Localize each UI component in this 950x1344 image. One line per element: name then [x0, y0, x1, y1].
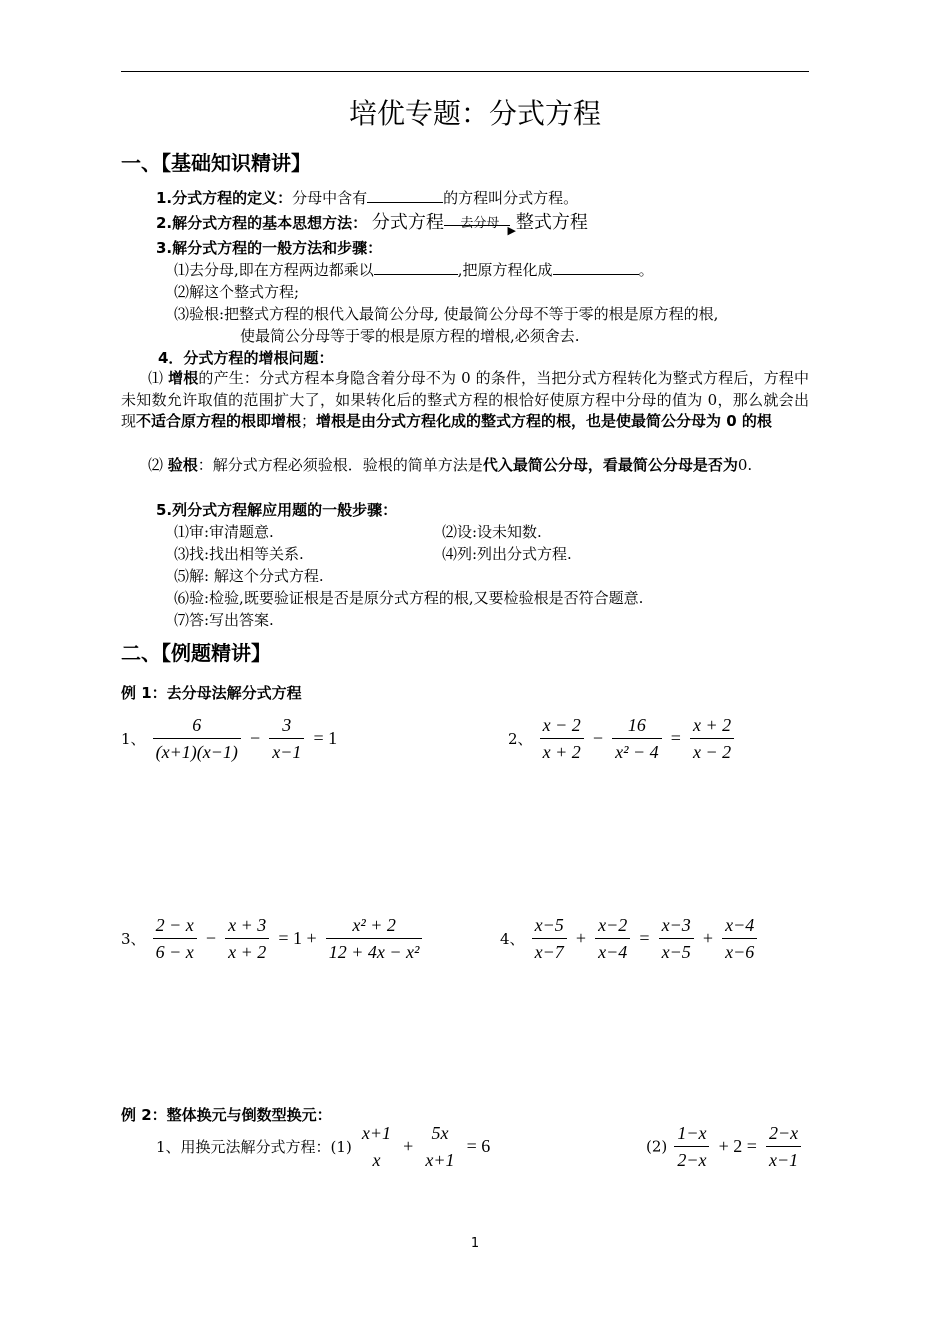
operator: = 6 — [466, 1136, 491, 1156]
fraction: $\frac{x-4}{x-6}$ — [722, 912, 757, 965]
fraction: $\frac{2-x}{x-1}$ — [766, 1120, 801, 1173]
item5-step7: ⑺答:写出答案. — [174, 611, 274, 629]
equation-2-1 — [156, 1120, 492, 1173]
example2-heading: 例 2：整体换元与倒数型换元： — [121, 1106, 332, 1124]
step1-text-a: ⑴去分母,即在方程两边都乘以 — [174, 261, 374, 279]
p2-bold1: 验根 — [167, 456, 198, 474]
header-rule — [121, 71, 809, 72]
operator: + — [702, 928, 713, 948]
equation-1-4 — [500, 912, 759, 965]
item5-step4: ⑷列:列出分式方程. — [442, 545, 572, 563]
step1-blank-2 — [553, 260, 639, 275]
fraction: $\frac{x-2}{x-4}$ — [595, 912, 630, 965]
example1-heading: 例 1：去分母法解分式方程 — [121, 684, 302, 702]
operator: − — [592, 728, 604, 748]
page-number: 1 — [470, 1236, 480, 1251]
p1-bold3: 增根是由分式方程化成的整式方程的根，也是使最简公分母为 0 的根 — [316, 412, 772, 430]
arrow-icon: 去分母 ▶ — [444, 217, 516, 231]
p1-num: ⑴ — [148, 369, 169, 387]
item1-label: 1.分式方程的定义： — [156, 189, 293, 207]
operator: + — [403, 1136, 414, 1156]
operator: − — [249, 728, 261, 748]
item2-to: 整式方程 — [515, 212, 588, 233]
operator: = — [670, 728, 681, 748]
item5-step2: ⑵设:设未知数. — [442, 523, 542, 541]
operator: − — [205, 928, 217, 948]
fraction: $\frac{x + 2}{x - 2}$ — [690, 712, 734, 765]
fraction: $\frac{\text{x² + 2}}{\text{12 + 4x − x²}}$ — [326, 912, 423, 965]
p2-text1: ：解分式方程必须验根．验根的简单方法是 — [197, 456, 483, 474]
p2-text2: 0. — [737, 456, 753, 474]
item1-blank — [367, 188, 443, 203]
item5-step3: ⑶找:找出相等关系. — [174, 545, 304, 563]
p1-text1: 的产生：分式方程本身隐含着分母不为 0 的条件，当把分式方程转化为整式方程后，方程中未知数允许取值的范围扩大了，如果转化后的整式方程的根恰好使原方程中分母的值为 0，那么就会出现 — [121, 369, 809, 430]
fraction: x+1 x — [361, 1123, 392, 1170]
p2-bold2: 代入最简公分母，看最简公分母是否为 — [482, 456, 738, 474]
fraction: $\frac{6}{(x+1)(x-1)}$ — [153, 712, 241, 765]
item1 — [156, 188, 578, 209]
equation-1-3 — [121, 912, 424, 965]
operator: = 1 — [313, 728, 338, 748]
item3-step3-line2: 使最简公分母等于零的根是原方程的增根,必须舍去. — [240, 327, 580, 345]
operator: + — [575, 928, 587, 948]
item4-paragraph2 — [121, 455, 809, 477]
fraction: $\frac{2 - x}{6 - x}$ — [153, 912, 197, 965]
item5-label: 5.列分式方程解应用题的一般步骤： — [156, 501, 398, 519]
step1-text-c: 。 — [638, 261, 654, 279]
fraction: $\frac{x + 3}{x + 2}$ — [225, 912, 269, 965]
section2-heading: 二、【例题精讲】 — [121, 641, 271, 665]
operator: = 1 + — [278, 928, 317, 948]
item1-text-a: 分母中含有 — [292, 189, 368, 207]
item5-step1: ⑴审:审清题意. — [174, 523, 274, 541]
ex2-q1-label: 1、用换元法解分式方程：(1) — [156, 1138, 352, 1156]
section1-heading: 一、【基础知识精讲】 — [121, 151, 311, 175]
item5-step6: ⑹验:检验,既要验证根是否是原分式方程的根,又要检验根是否符合题意. — [174, 589, 644, 607]
item3-step3-line1: ⑶验根:把整式方程的根代入最简公分母, 使最简公分母不等于零的根是原方程的根, — [174, 305, 719, 323]
equation-1-1 — [121, 712, 339, 765]
p1-bold1: 增根 — [168, 369, 199, 387]
fraction: $\frac{16}{\text{x² − 4}}$ — [612, 712, 662, 765]
eq4-label: 4、 — [500, 930, 525, 948]
equation-2-2 — [646, 1120, 803, 1173]
p1-text2: ； — [301, 412, 317, 430]
eq3-label: 3、 — [121, 930, 146, 948]
ex2-q2-label: (2) — [646, 1137, 668, 1156]
item3-step2: ⑵解这个整式方程; — [174, 283, 300, 301]
item4-label: 4．分式方程的增根问题： — [158, 349, 334, 367]
equation-1-2 — [508, 712, 736, 765]
item1-text-b: 的方程叫分式方程。 — [443, 189, 579, 207]
item4-paragraph1 — [121, 368, 809, 433]
item5-step5: ⑸解: 解这个分式方程. — [174, 567, 324, 585]
item2-arrow-label: 去分母 — [460, 216, 500, 231]
fraction: $\frac{x-3}{x-5}$ — [659, 912, 694, 965]
eq2-label: 2、 — [508, 730, 533, 748]
item3-step1 — [174, 260, 654, 281]
fraction: $\frac{x-5}{x-7}$ — [532, 912, 567, 965]
eq1-label: 1、 — [121, 730, 146, 748]
item3-label: 3.解分式方程的一般方法和步骤： — [156, 239, 383, 257]
p1-bold2: 不适合原方程的根即增根 — [136, 412, 302, 430]
page-title: 培优专题：分式方程 — [348, 97, 601, 130]
fraction: $\frac{3}{x-1}$ — [269, 712, 304, 765]
item2-from: 分式方程 — [371, 212, 444, 233]
operator: + 2 = — [718, 1136, 757, 1156]
item2 — [156, 212, 588, 237]
item2-label: 2.解分式方程的基本思想方法： — [156, 214, 368, 232]
p2-num: ⑵ — [148, 456, 168, 474]
step1-blank-1 — [374, 260, 458, 275]
fraction: $\frac{x - 2}{x + 2}$ — [540, 712, 584, 765]
fraction: 5x x+1 — [425, 1123, 455, 1170]
operator: = — [639, 928, 650, 948]
step1-text-b: ,把原方程化成 — [457, 261, 553, 279]
fraction: $\frac{1-x}{2-x}$ — [674, 1120, 709, 1173]
